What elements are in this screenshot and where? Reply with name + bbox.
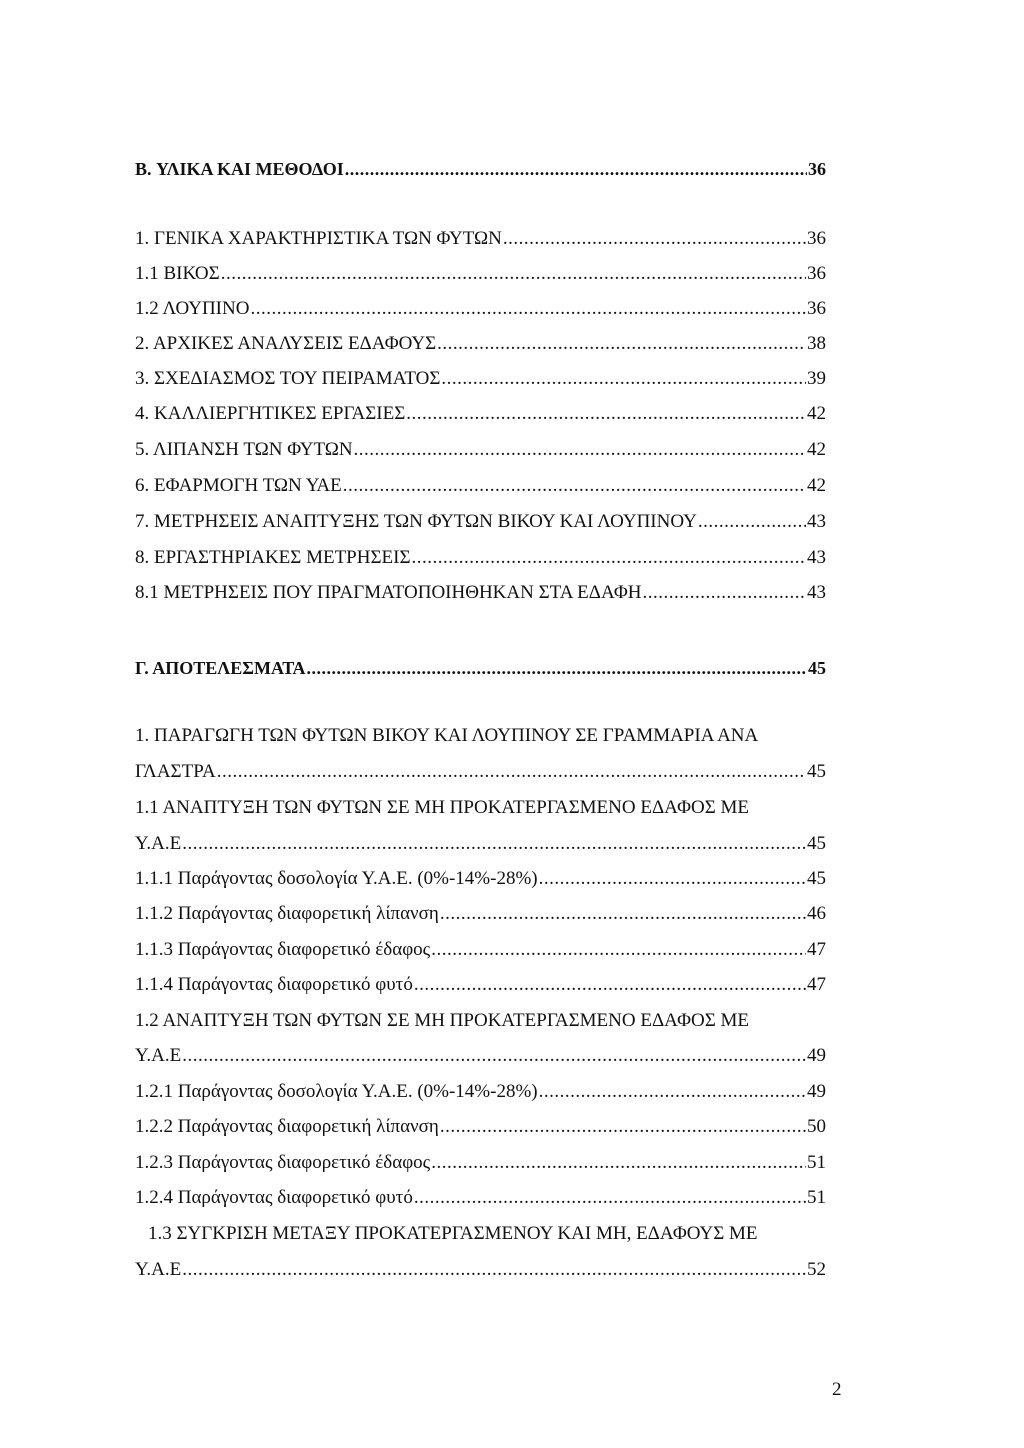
toc-entry — [135, 262, 826, 286]
toc-leader-dots — [182, 832, 806, 856]
toc-entry-title: 8. ΕΡΓΑΣΤΗΡΙΑΚΕΣ ΜΕΤΡΗΣΕΙΣ — [135, 547, 411, 568]
toc-entry — [135, 973, 826, 997]
toc-entry-page: 36 — [807, 298, 826, 319]
toc-entry-title: 1.2.3 Παράγοντας διαφορετικό έδαφος — [135, 1152, 431, 1173]
toc-entry-title: 3. ΣΧΕΔΙΑΣΜΟΣ ΤΟΥ ΠΕΙΡΑΜΑΤΟΣ — [135, 368, 441, 389]
toc-entry-title: 5. ΛΙΠΑΝΣΗ ΤΩΝ ΦΥΤΩΝ — [135, 439, 353, 460]
toc-entry-page: 38 — [807, 333, 826, 354]
toc-leader-dots — [217, 760, 806, 784]
toc-entry-page: 46 — [807, 903, 826, 924]
toc-leader-dots — [539, 1080, 806, 1104]
toc-entry — [135, 902, 826, 926]
toc-entry — [135, 474, 826, 498]
toc-entry — [135, 367, 826, 391]
toc-entry-title: 1. ΓΕΝΙΚΑ ΧΑΡΑΚΤΗΡΙΣΤΙΚΑ ΤΩΝ ΦΥΤΩΝ — [135, 228, 502, 249]
toc-entry-page: 39 — [807, 368, 826, 389]
toc-entry-title: 1.1.4 Παράγοντας διαφορετικό φυτό — [135, 974, 413, 995]
toc-entry-title: 1.2.2 Παράγοντας διαφορετική λίπανση — [135, 1116, 439, 1137]
toc-leader-dots — [414, 973, 806, 997]
toc-entry — [135, 1151, 826, 1175]
toc-entry-title-line1: 1.2 ΑΝΑΠΤΥΞΗ ΤΩΝ ΦΥΤΩΝ ΣΕ ΜΗ ΠΡΟΚΑΤΕΡΓΑΣΜΕΝΟ ΕΔΑΦΟΣ ΜΕ — [135, 1010, 750, 1031]
toc-leader-dots — [182, 1258, 806, 1282]
toc-leader-dots — [539, 867, 806, 891]
toc-leader-dots — [354, 438, 806, 462]
toc-leader-dots — [250, 297, 806, 321]
toc-entry — [135, 867, 826, 891]
toc-entry-title-line1: 1. ΠΑΡΑΓΩΓΗ ΤΩΝ ΦΥΤΩΝ ΒΙΚΟΥ ΚΑΙ ΛΟΥΠΙΝΟΥ ΣΕ ΓΡΑΜΜΑΡΙΑ ΑΝΑ — [135, 725, 759, 746]
toc-entry-title-line1: 1.1 ΑΝΑΠΤΥΞΗ ΤΩΝ ΦΥΤΩΝ ΣΕ ΜΗ ΠΡΟΚΑΤΕΡΓΑΣΜΕΝΟ ΕΔΑΦΟΣ ΜΕ — [135, 797, 750, 818]
toc-entry-title-line1: 1.3 ΣΥΓΚΡΙΣΗ ΜΕΤΑΞΥ ΠΡΟΚΑΤΕΡΓΑΣΜΕΝΟΥ ΚΑΙ ΜΗ, ΕΔΑΦΟΥΣ ΜΕ — [148, 1223, 758, 1244]
toc-entry-page: 45 — [807, 868, 826, 889]
toc-entry-page: 45 — [807, 761, 826, 782]
toc-leader-dots — [306, 656, 807, 680]
toc-entry-title: 1.2.4 Παράγοντας διαφορετικό φυτό — [135, 1187, 413, 1208]
toc-leader-dots — [431, 1151, 806, 1175]
toc-entry-title: 1.2.1 Παράγοντας δοσολογία Υ.Α.Ε. (0%-14%-28%) — [135, 1081, 538, 1102]
toc-entry — [135, 1115, 826, 1139]
toc-entry-title: B. ΥΛΙΚΑ ΚΑΙ ΜΕΘΟΔΟΙ — [135, 159, 344, 179]
toc-leader-dots — [698, 510, 806, 534]
toc-entry-section-b — [135, 157, 826, 181]
toc-entry-page: 43 — [807, 511, 826, 532]
toc-entry — [135, 438, 826, 462]
toc-entry-page: 42 — [807, 439, 826, 460]
toc-entry — [135, 1080, 826, 1104]
toc-entry-page: 45 — [807, 833, 826, 854]
toc-entry-page: 52 — [807, 1259, 826, 1280]
toc-entry-title: 1.1.3 Παράγοντας διαφορετικό έδαφος — [135, 939, 431, 960]
page-number: 2 — [832, 1379, 842, 1400]
toc-entry — [135, 332, 826, 356]
toc-entry-title-line2: Υ.Α.Ε — [135, 1045, 182, 1066]
toc-entry-title: 1.1.1 Παράγοντας δοσολογία Υ.Α.Ε. (0%-14%-28%) — [135, 868, 538, 889]
toc-leader-dots — [412, 546, 806, 570]
toc-entry-page: 47 — [807, 939, 826, 960]
toc-entry-page: 50 — [807, 1116, 826, 1137]
toc-entry-title-line2: Υ.Α.Ε — [135, 1259, 182, 1280]
toc-leader-dots — [643, 581, 806, 605]
toc-entry — [135, 1258, 826, 1282]
toc-entry-title: 1.1 ΒΙΚΟΣ — [135, 263, 220, 284]
toc-entry — [135, 760, 826, 784]
toc-entry — [135, 832, 826, 856]
toc-entry-title: 1.2 ΛΟΥΠΙΝΟ — [135, 298, 250, 319]
toc-leader-dots — [440, 902, 806, 926]
toc-entry — [135, 297, 826, 321]
toc-entry — [135, 938, 826, 962]
toc-entry — [135, 1044, 826, 1068]
toc-leader-dots — [440, 1115, 806, 1139]
toc-entry-page: 42 — [807, 475, 826, 496]
toc-entry-title: Γ. ΑΠΟΤΕΛΕΣΜΑΤΑ — [135, 658, 306, 678]
toc-leader-dots — [503, 227, 806, 251]
toc-leader-dots — [221, 262, 806, 286]
toc-leader-dots — [441, 367, 806, 391]
toc-entry-page: 47 — [807, 974, 826, 995]
toc-entry-title: 6. ΕΦΑΡΜΟΓΗ ΤΩΝ ΥΑΕ — [135, 475, 342, 496]
toc-entry-page: 49 — [807, 1081, 826, 1102]
toc-entry-title: 4. ΚΑΛΛΙΕΡΓΗΤΙΚΕΣ ΕΡΓΑΣΙΕΣ — [135, 403, 406, 424]
toc-entry-title: 7. ΜΕΤΡΗΣΕΙΣ ΑΝΑΠΤΥΞΗΣ ΤΩΝ ΦΥΤΩΝ ΒΙΚΟΥ ΚΑΙ ΛΟΥΠΙΝΟΥ — [135, 511, 697, 532]
toc-leader-dots — [414, 1186, 806, 1210]
toc-leader-dots — [345, 157, 807, 181]
toc-entry-title: 2. ΑΡΧΙΚΕΣ ΑΝΑΛΥΣΕΙΣ ΕΔΑΦΟΥΣ — [135, 333, 437, 354]
toc-entry-title-line2: Υ.Α.Ε — [135, 833, 182, 854]
toc-entry — [135, 581, 826, 605]
toc-entry — [135, 1186, 826, 1210]
toc-entry — [135, 402, 826, 426]
toc-leader-dots — [437, 332, 806, 356]
toc-entry-title-line2: ΓΛΑΣΤΡΑ — [135, 761, 216, 782]
toc-entry-page: 51 — [807, 1152, 826, 1173]
toc-entry — [135, 227, 826, 251]
toc-entry-page: 45 — [808, 658, 826, 678]
toc-entry-page: 36 — [807, 263, 826, 284]
toc-entry-page: 51 — [807, 1187, 826, 1208]
toc-entry — [135, 546, 826, 570]
toc-leader-dots — [406, 402, 806, 426]
toc-entry-section-c — [135, 656, 826, 680]
toc-entry-page: 43 — [807, 582, 826, 603]
toc-entry-page: 42 — [807, 403, 826, 424]
toc-entry-title: 8.1 ΜΕΤΡΗΣΕΙΣ ΠΟΥ ΠΡΑΓΜΑΤΟΠΟΙΗΘΗΚΑΝ ΣΤΑ ΕΔΑΦΗ — [135, 582, 642, 603]
toc-leader-dots — [343, 474, 806, 498]
toc-leader-dots — [182, 1044, 806, 1068]
toc-entry-title: 1.1.2 Παράγοντας διαφορετική λίπανση — [135, 903, 439, 924]
toc-entry — [135, 510, 826, 534]
toc-entry-page: 36 — [807, 228, 826, 249]
toc-entry-page: 43 — [807, 547, 826, 568]
toc-entry-page: 36 — [808, 159, 826, 179]
toc-leader-dots — [431, 938, 806, 962]
toc-entry-page: 49 — [807, 1045, 826, 1066]
